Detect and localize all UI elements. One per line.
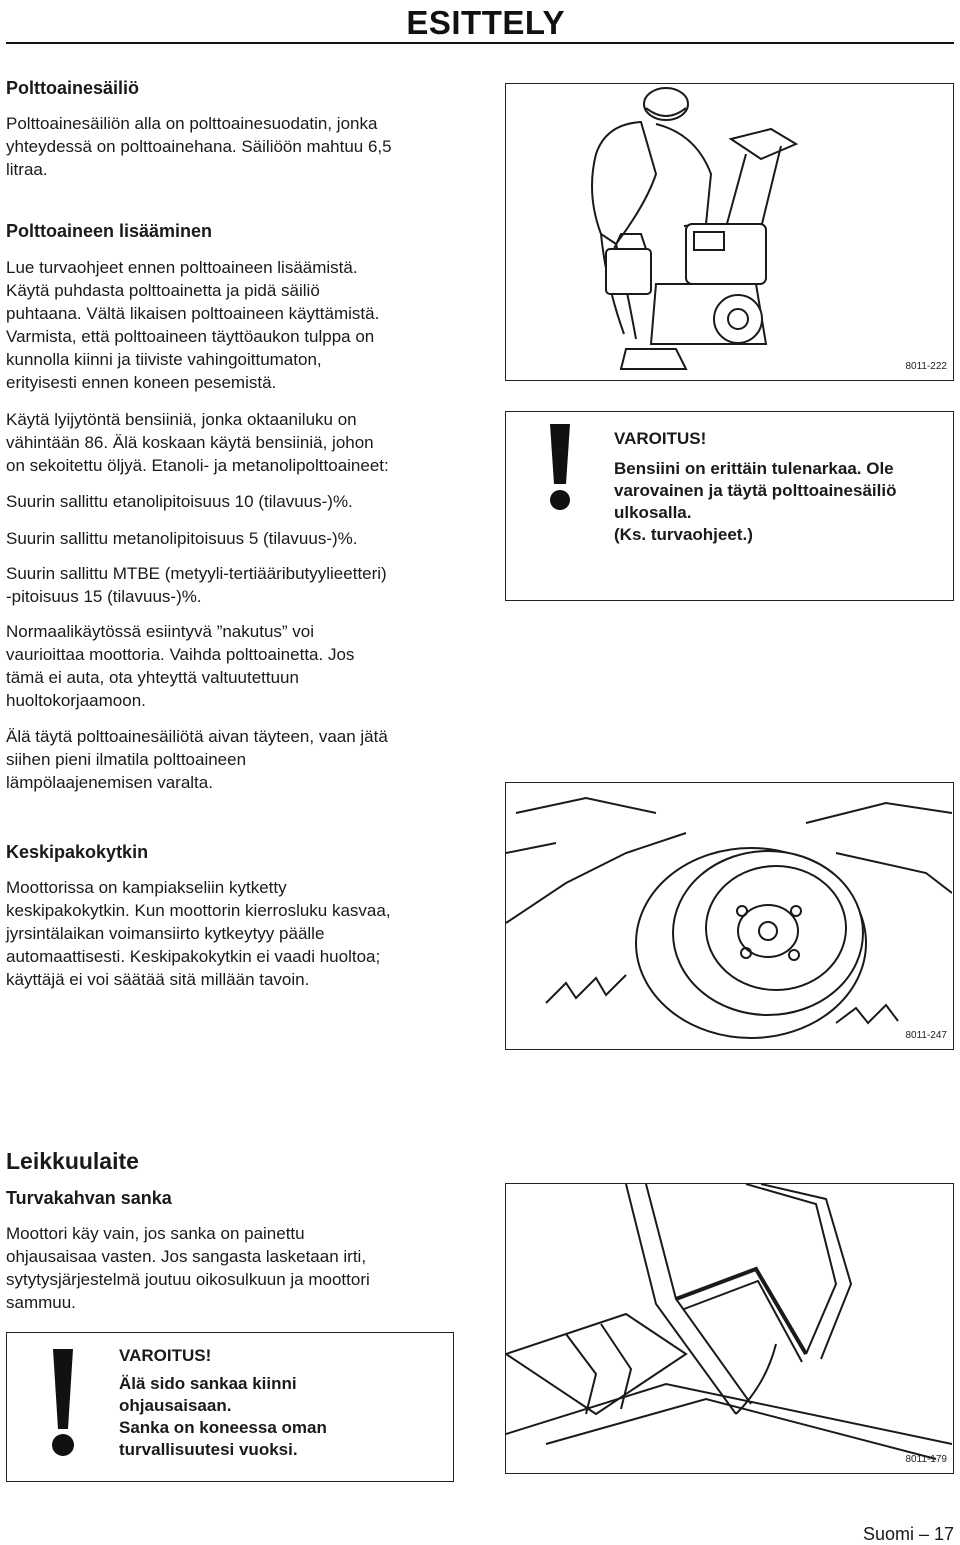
ethanol-limit: Suurin sallittu etanolipitoisuus 10 (tilavuus-)%.	[6, 492, 353, 511]
figure-centrifugal-clutch	[505, 782, 954, 1050]
refuel-heading: Polttoaineen lisääminen	[6, 221, 213, 241]
text-line: Moottori käy vain, jos sanka on painettu	[6, 1224, 305, 1243]
text-line: ohjausaisaa vasten. Jos sangasta lasketaan irti,	[6, 1247, 367, 1266]
figure-code: 8011-179	[905, 1454, 947, 1465]
text-line: puhtaana. Vältä likaisen polttoaineen käyttämistä.	[6, 304, 380, 323]
text-line: keskipakokytkin. Kun moottorin kierrosluku kasvaa,	[6, 901, 391, 920]
text-line: litraa.	[6, 160, 48, 179]
clutch-heading: Keskipakokytkin	[6, 842, 149, 862]
page-footer: Suomi – 17	[862, 1524, 954, 1544]
methanol-limit: Suurin sallittu metanolipitoisuus 5 (tilavuus-)%.	[6, 529, 358, 548]
cutting-heading: Leikkuulaite	[6, 1148, 139, 1174]
fuel-tank-heading: Polttoainesäiliö	[6, 78, 140, 98]
text-line: yhteydessä on polttoainehana. Säiliöön mahtuu 6,5	[6, 137, 392, 156]
text-line: lämpölaajenemisen varalta.	[6, 773, 213, 792]
figure-code: 8011-222	[905, 361, 947, 372]
handle-paragraph	[6, 1222, 461, 1314]
figure-safety-handle	[505, 1183, 954, 1474]
text-line: Käytä lyijytöntä bensiiniä, jonka oktaaniluku on	[6, 410, 357, 429]
warning-body	[614, 458, 896, 546]
text-line: on sekoitettu öljyä. Etanoli- ja metanolipolttoaineet:	[6, 456, 389, 475]
figure-code: 8011-247	[905, 1030, 947, 1041]
text-line: jyrsintälaikan voimansiirto kytkeytyy päälle	[6, 924, 325, 943]
text-line: automaattisesti. Keskipakokytkin ei vaadi huoltoa;	[6, 947, 381, 966]
text-line: huoltokorjaamoon.	[6, 691, 146, 710]
page-header-title: ESITTELY	[406, 4, 565, 41]
figure-operator-refueling	[505, 83, 954, 381]
text-line: Moottorissa on kampiakseliin kytketty	[6, 878, 287, 897]
warning-body	[119, 1373, 327, 1461]
text-line: Sanka on koneessa oman	[119, 1418, 327, 1437]
text-line: vähintään 86. Älä koskaan käytä bensiiniä, johon	[6, 433, 374, 452]
text-line: erityisesti ennen koneen pesemistä.	[6, 373, 277, 392]
tiller-operator-illustration	[506, 84, 952, 379]
text-line: (Ks. turvaohjeet.)	[614, 525, 753, 544]
text-line: -pitoisuus 15 (tilavuus-)%.	[6, 587, 202, 606]
text-line: sammuu.	[6, 1293, 76, 1312]
refuel-paragraph-1	[6, 256, 461, 394]
header-rule	[6, 42, 954, 44]
text-line: Käytä puhdasta polttoainetta ja pidä säiliö	[6, 281, 320, 300]
refuel-paragraph-2	[6, 408, 461, 477]
text-line: Bensiini on erittäin tulenarkaa. Ole	[614, 459, 894, 478]
text-line: ulkosalla.	[614, 503, 692, 522]
handle-subheading: Turvakahvan sanka	[6, 1188, 172, 1208]
warning-box-handle	[6, 1332, 454, 1482]
warning-exclamation-icon	[13, 1341, 113, 1471]
text-line: Älä sido sankaa kiinni	[119, 1374, 297, 1393]
mtbe-limit	[6, 562, 461, 608]
text-line: ohjausaisaan.	[119, 1396, 232, 1415]
text-line: turvallisuutesi vuoksi.	[119, 1440, 298, 1459]
text-line: Älä täytä polttoainesäiliötä aivan täyteen, vaan jätä	[6, 727, 388, 746]
text-line: Varmista, että polttoaineen täyttöaukon tulppa on	[6, 327, 375, 346]
text-line: Polttoainesäiliön alla on polttoainesuodatin, jonka	[6, 114, 378, 133]
text-line: Suurin sallittu MTBE (metyyli-tertiääributyylieetteri)	[6, 564, 387, 583]
text-line: varovainen ja täytä polttoainesäiliö	[614, 481, 897, 500]
warning-title: VAROITUS!	[614, 429, 707, 448]
text-line: siihen pieni ilmatila polttoaineen	[6, 750, 247, 769]
warning-title: VAROITUS!	[119, 1346, 212, 1365]
text-line: tämä ei auta, ota yhteyttä valtuutettuun	[6, 668, 299, 687]
safety-handle-illustration	[506, 1184, 952, 1472]
clutch-paragraph	[6, 876, 461, 991]
fill-level-paragraph	[6, 725, 461, 794]
warning-exclamation-icon	[520, 420, 600, 520]
text-line: sytytysjärjestelmä joutuu oikosulkuun ja moottori	[6, 1270, 370, 1289]
text-line: vaurioittaa moottoria. Vaihda polttoainetta. Jos	[6, 645, 355, 664]
knocking-paragraph	[6, 620, 461, 712]
fuel-tank-paragraph	[6, 112, 461, 181]
warning-box-fuel	[505, 411, 954, 601]
clutch-illustration	[506, 783, 952, 1048]
text-line: kunnolla kiinni ja tiiviste vahingoittumaton,	[6, 350, 322, 369]
text-line: käyttäjä ei voi säätää sitä millään tavoin.	[6, 970, 310, 989]
text-line: Lue turvaohjeet ennen polttoaineen lisäämistä.	[6, 258, 358, 277]
text-line: Normaalikäytössä esiintyvä ”nakutus” voi	[6, 622, 315, 641]
